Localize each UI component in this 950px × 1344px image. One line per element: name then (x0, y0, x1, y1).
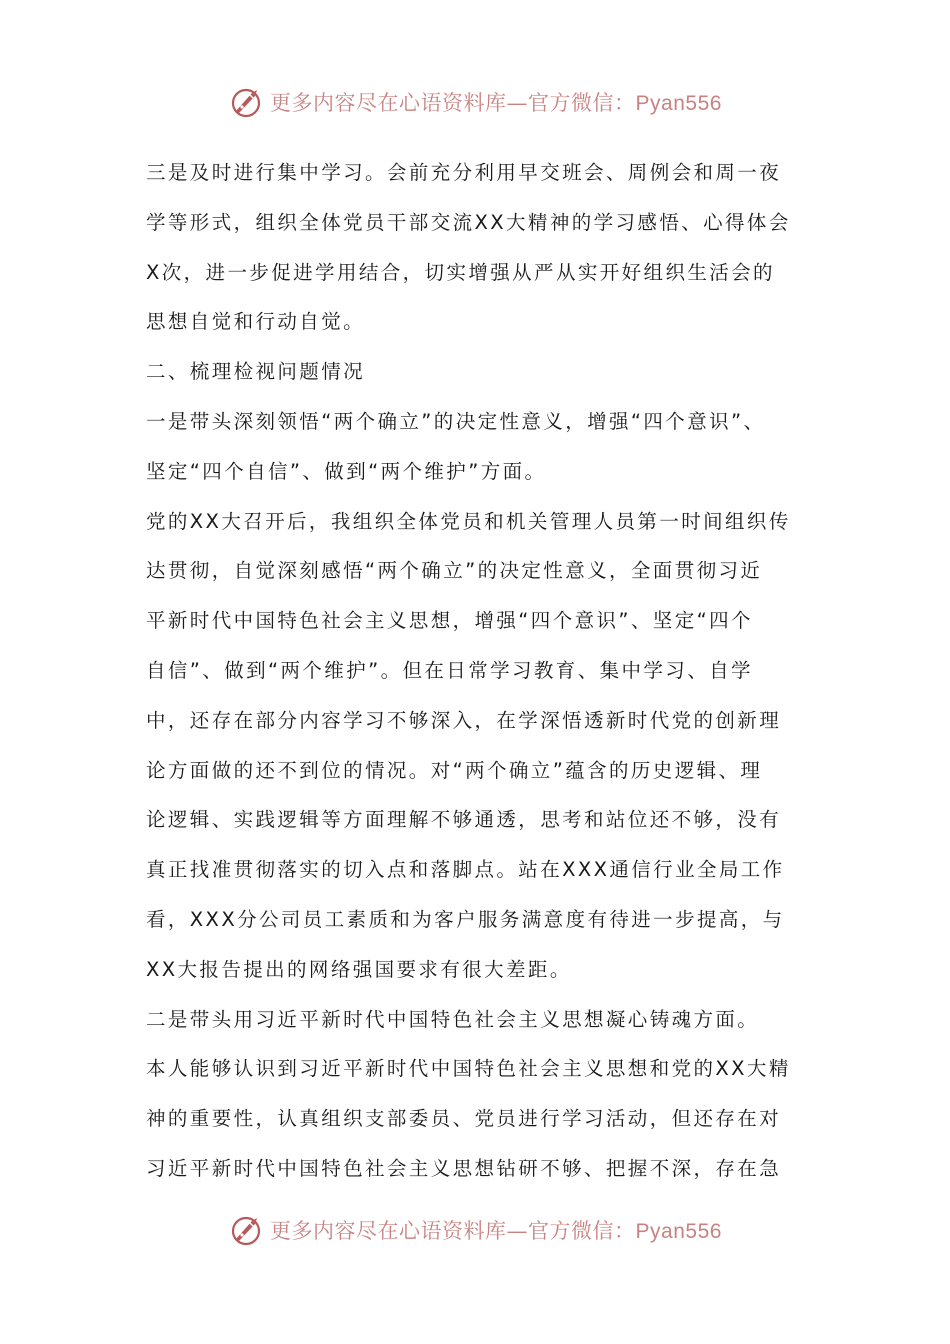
pen-nib-logo-icon (228, 84, 264, 120)
text-line: 达贯彻，自觉深刻感悟“两个确立”的决定性意义，全面贯彻习近 (146, 559, 763, 583)
text-line: 中，还存在部分内容学习不够深入，在学深悟透新时代党的创新理 (146, 708, 782, 732)
text-line: 论方面做的还不到位的情况。对“两个确立”蕴含的历史逻辑、理 (146, 758, 763, 782)
text-line: 本人能够认识到习近平新时代中国特色社会主义思想和党的XX大精 (146, 1057, 791, 1081)
text-line: 习近平新时代中国特色社会主义思想钻研不够、把握不深，存在急 (146, 1156, 782, 1180)
footer-banner (0, 1210, 950, 1250)
text-line: 思想自觉和行动自觉。 (146, 310, 366, 334)
text-line: 看，XXX分公司员工素质和为客户服务满意度有待进一步提高，与 (146, 907, 785, 931)
text-line: 三是及时进行集中学习。会前充分利用早交班会、周例会和周一夜 (146, 161, 782, 184)
text-line: X次，进一步促进学用结合，切实增强从严从实开好组织生活会的 (146, 260, 775, 284)
text-line: 论逻辑、实践逻辑等方面理解不够通透，思考和站位还不够，没有 (146, 808, 782, 832)
text-line: 神的重要性，认真组织支部委员、党员进行学习活动，但还存在对 (146, 1107, 782, 1131)
pen-nib-logo-icon (228, 1212, 264, 1248)
wechat-id: Pyan556 (635, 92, 722, 115)
text-line: 党的XX大召开后，我组织全体党员和机关管理人员第一时间组织传 (146, 509, 791, 533)
text-line: XX大报告提出的网络强国要求有很大差距。 (146, 957, 572, 981)
text-line: 学等形式，组织全体党员干部交流XX大精神的学习感悟、心得体会 (146, 210, 791, 234)
text-line: 真正找准贯彻落实的切入点和落脚点。站在XXX通信行业全局工作 (146, 858, 785, 882)
header-banner (0, 82, 950, 122)
section-heading: 二、梳理检视问题情况 (146, 360, 366, 384)
header-banner-text: 更多内容尽在心语资料库—官方微信：Pyan556 (270, 91, 722, 115)
text-line: 自信”、做到“两个维护”。但在日常学习教育、集中学习、自学 (146, 658, 753, 682)
text-line: 平新时代中国特色社会主义思想，增强“四个意识”、坚定“四个 (146, 609, 753, 633)
text-line: 二是带头用习近平新时代中国特色社会主义思想凝心铸魂方面。 (146, 1007, 760, 1031)
document-body (146, 148, 814, 1194)
text-line: 一是带头深刻领悟“两个确立”的决定性意义，增强“四个意识”、 (146, 409, 766, 433)
text-line: 坚定“四个自信”、做到“两个维护”方面。 (146, 459, 547, 483)
footer-banner-text: 更多内容尽在心语资料库—官方微信：Pyan556 (270, 1219, 722, 1243)
wechat-id: Pyan556 (635, 1220, 722, 1243)
